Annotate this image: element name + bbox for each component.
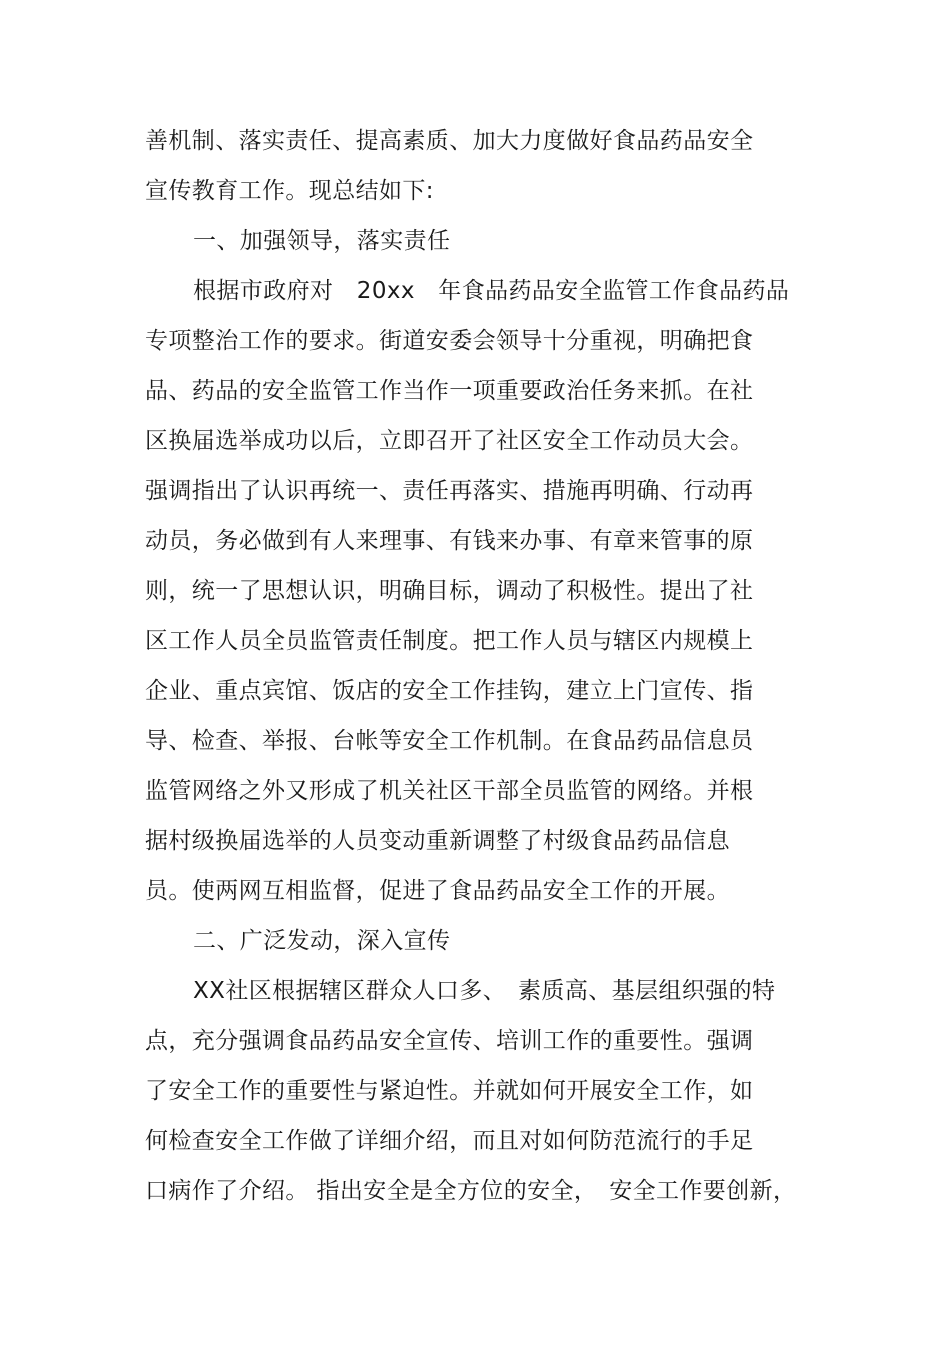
body-text-line: 点，充分强调食品药品安全宣传、培训工作的重要性。强调 [145,1028,754,1054]
body-text-line: 了安全工作的重要性与紧迫性。并就如何开展安全工作，如 [145,1078,754,1104]
body-text-line: 则，统一了思想认识，明确目标，调动了积极性。提出了社 [145,578,754,604]
body-text-line: 口病作了介绍。 指出安全是全方位的安全， 安全工作要创新， [145,1178,797,1204]
body-text-line: 导、检查、举报、台帐等安全工作机制。在食品药品信息员 [145,728,754,754]
body-text-line: 企业、重点宾馆、饭店的安全工作挂钩，建立上门宣传、指 [145,678,754,704]
body-text-line: 品、药品的安全监管工作当作一项重要政治任务来抓。在社 [145,378,754,404]
body-text-line: 专项整治工作的要求。街道安委会领导十分重视，明确把食 [145,328,754,354]
body-text-line: 监管网络之外又形成了机关社区干部全员监管的网络。并根 [145,778,754,804]
body-text-line: 宣传教育工作。现总结如下: [145,178,434,204]
body-text-line: 何检查安全工作做了详细介绍，而且对如何防范流行的手足 [145,1128,754,1154]
section-heading: 二、广泛发动，深入宣传 [193,928,451,954]
body-text-line: 区换届选举成功以后，立即召开了社区安全工作动员大会。 [145,428,754,454]
body-text-line: 动员，务必做到有人来理事、有钱来办事、有章来管事的原 [145,528,754,554]
body-text-line: 员。使两网互相监督，促进了食品药品安全工作的开展。 [145,878,730,904]
body-text-line: 据村级换届选举的人员变动重新调整了村级食品药品信息 [145,828,730,854]
paragraph-first-line: XX社区根据辖区群众人口多、 素质高、基层组织强的特 [193,978,776,1004]
body-text-line: 区工作人员全员监管责任制度。把工作人员与辖区内规模上 [145,628,754,654]
body-text-line: 强调指出了认识再统一、责任再落实、措施再明确、行动再 [145,478,754,504]
paragraph-first-line: 根据市政府对 20xx 年食品药品安全监管工作食品药品 [193,278,790,304]
body-text-line: 善机制、落实责任、提高素质、加大力度做好食品药品安全 [145,128,754,154]
section-heading: 一、加强领导，落实责任 [193,228,451,254]
